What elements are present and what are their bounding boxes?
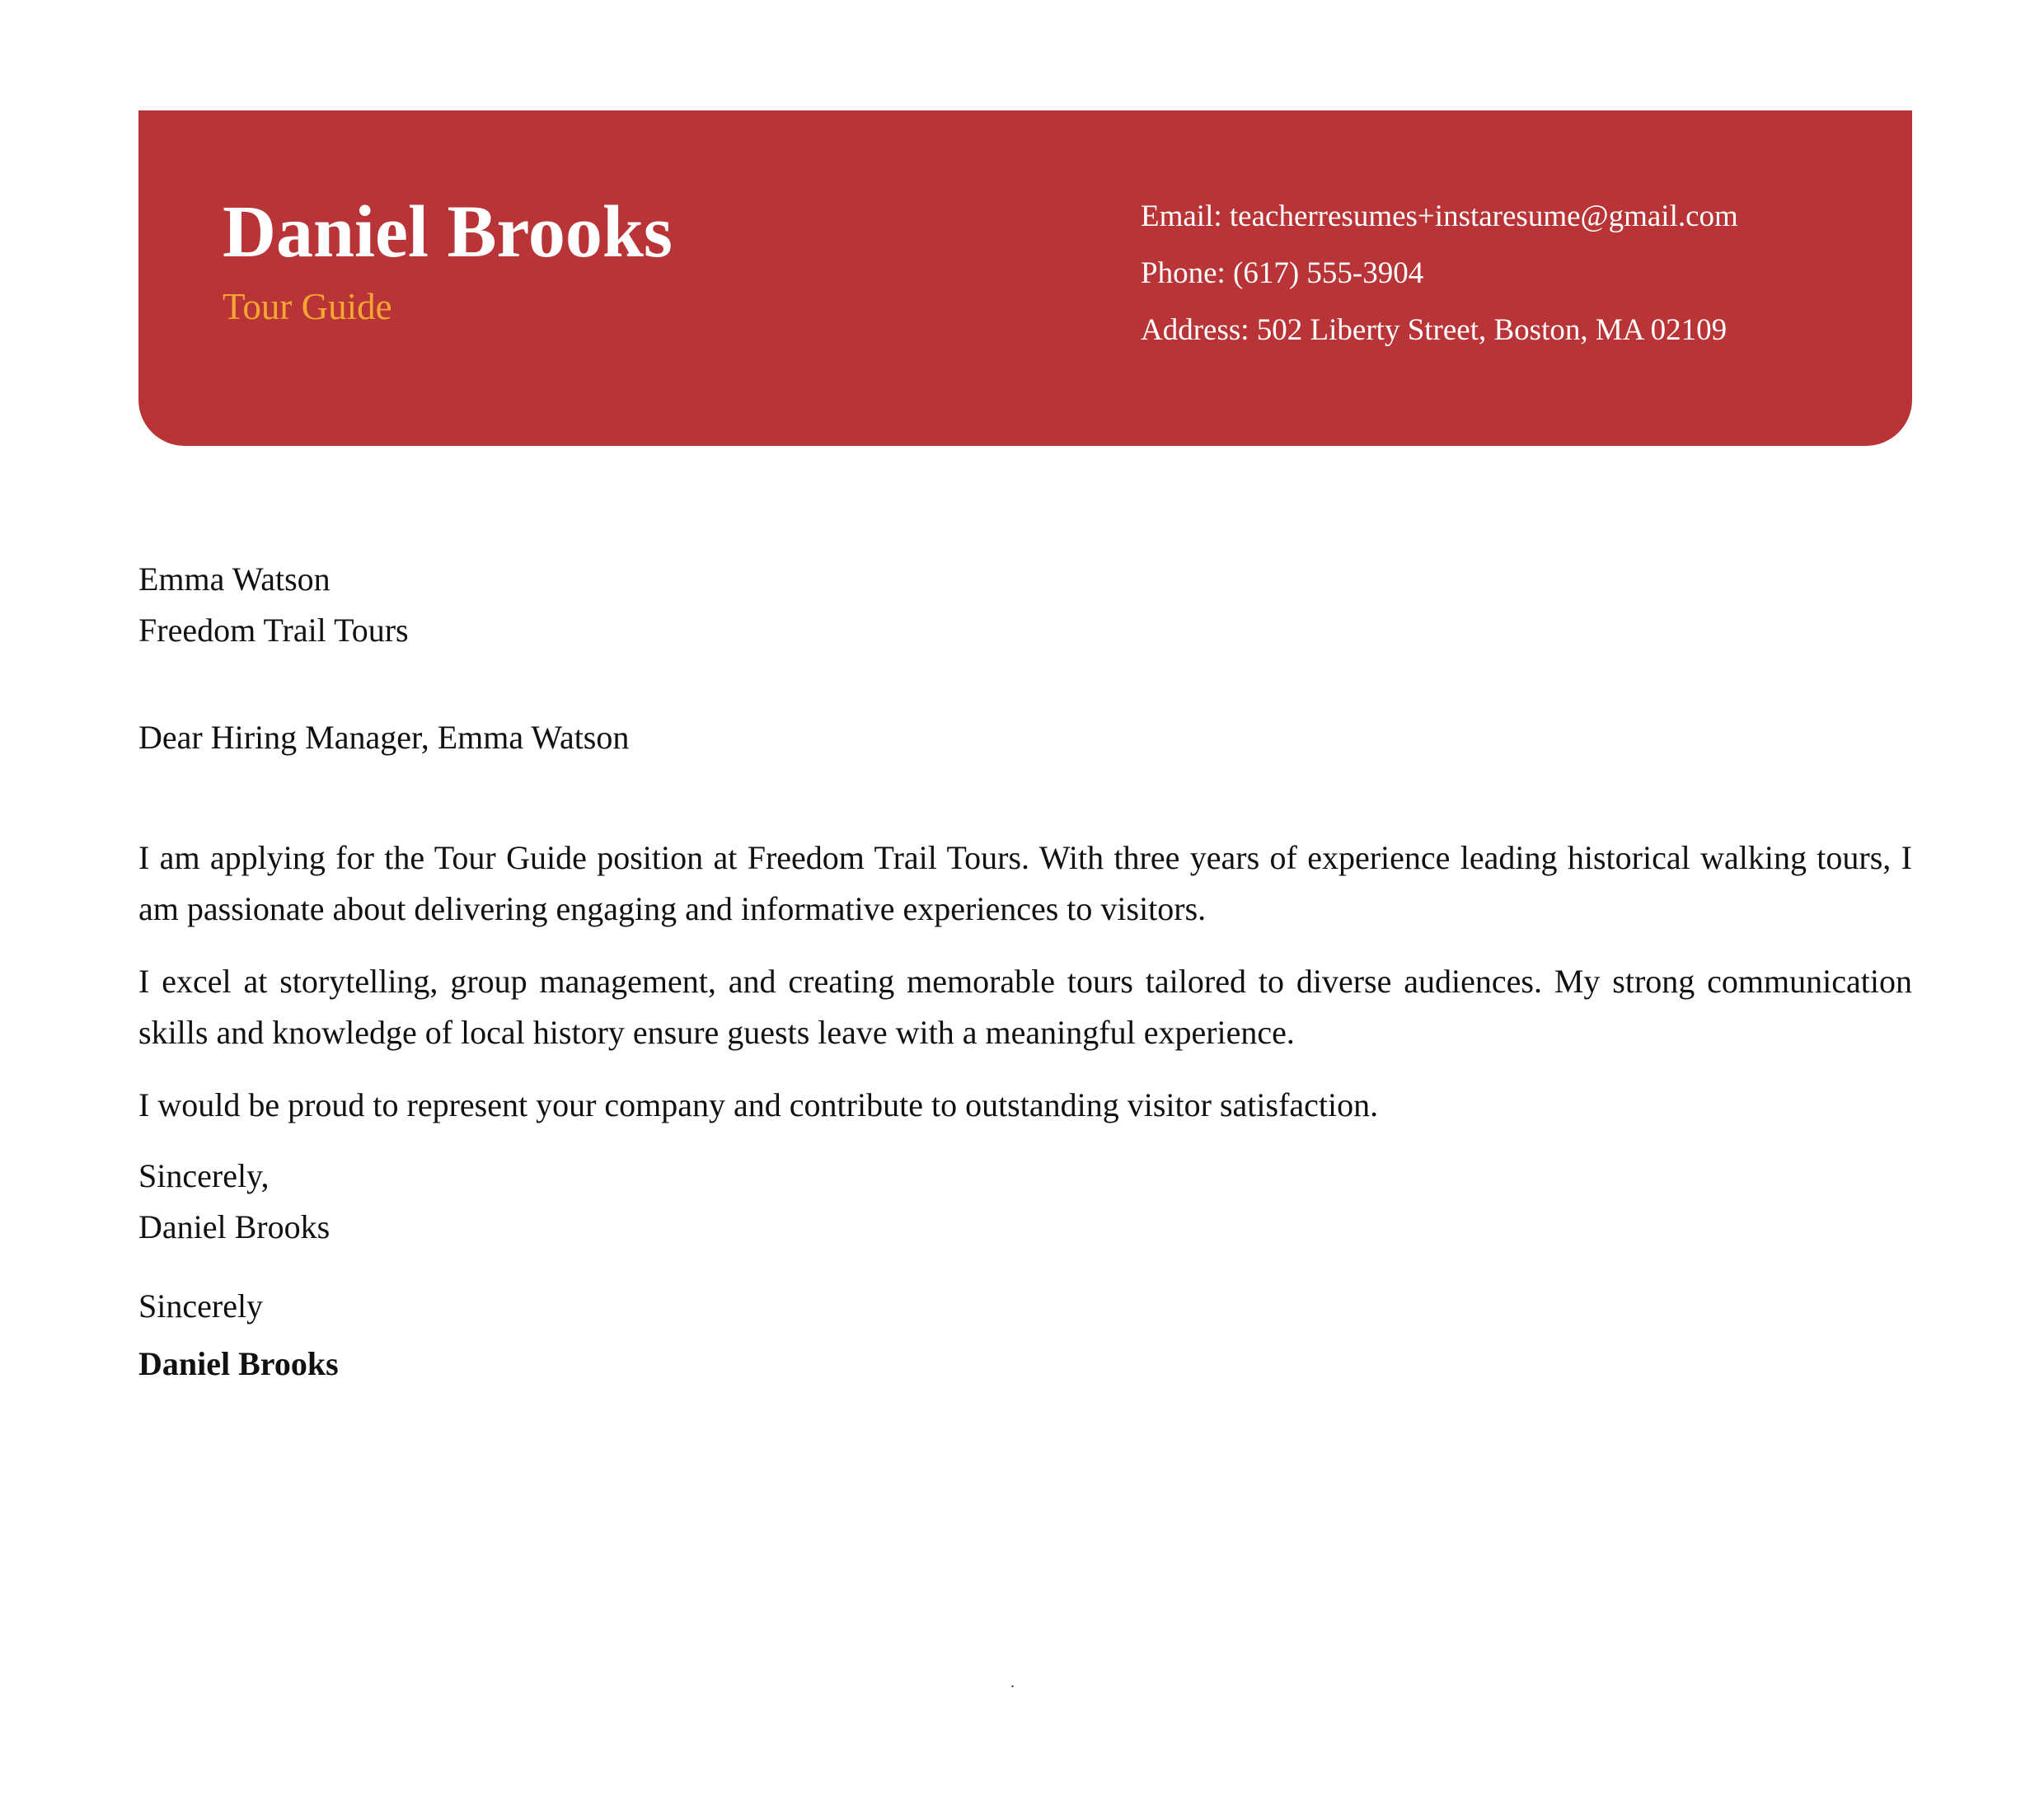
email-line: Email: teacherresumes+instaresume@gmail.com	[1141, 199, 1738, 233]
job-title: Tour Guide	[223, 286, 392, 327]
recipient-name: Emma Watson	[138, 560, 331, 598]
address-line: Address: 502 Liberty Street, Boston, MA 02109	[1141, 313, 1728, 347]
closing-name: Daniel Brooks	[138, 1208, 331, 1245]
footer-mark: .	[1010, 1673, 1015, 1691]
body-paragraph-3: I would be proud to represent your company and contribute to outstanding visitor satisfaction.	[138, 1086, 1379, 1123]
signature-salutation: Sincerely	[138, 1287, 264, 1325]
phone-line: Phone: (617) 555-3904	[1141, 256, 1424, 290]
contact-info	[1141, 188, 1738, 359]
body-paragraph-2: I excel at storytelling, group management, and creating memorable tours tailored to diverse audiences. My strong communication skills and knowledge of local history ensure guests leave with a meaningful experience.	[138, 963, 1912, 1051]
signature-name: Daniel Brooks	[138, 1345, 339, 1382]
salutation: Dear Hiring Manager, Emma Watson	[138, 719, 630, 756]
letter-content	[138, 554, 1912, 1390]
applicant-name: Daniel Brooks	[223, 191, 673, 273]
body-paragraph-1: I am applying for the Tour Guide position at Freedom Trail Tours. With three years of experience leading historical walking tours, I am passionate about delivering engaging and informative experiences to visitors.	[138, 839, 1912, 927]
closing-salutation: Sincerely,	[138, 1157, 270, 1194]
header-banner	[138, 110, 1912, 446]
recipient-company: Freedom Trail Tours	[138, 612, 409, 649]
